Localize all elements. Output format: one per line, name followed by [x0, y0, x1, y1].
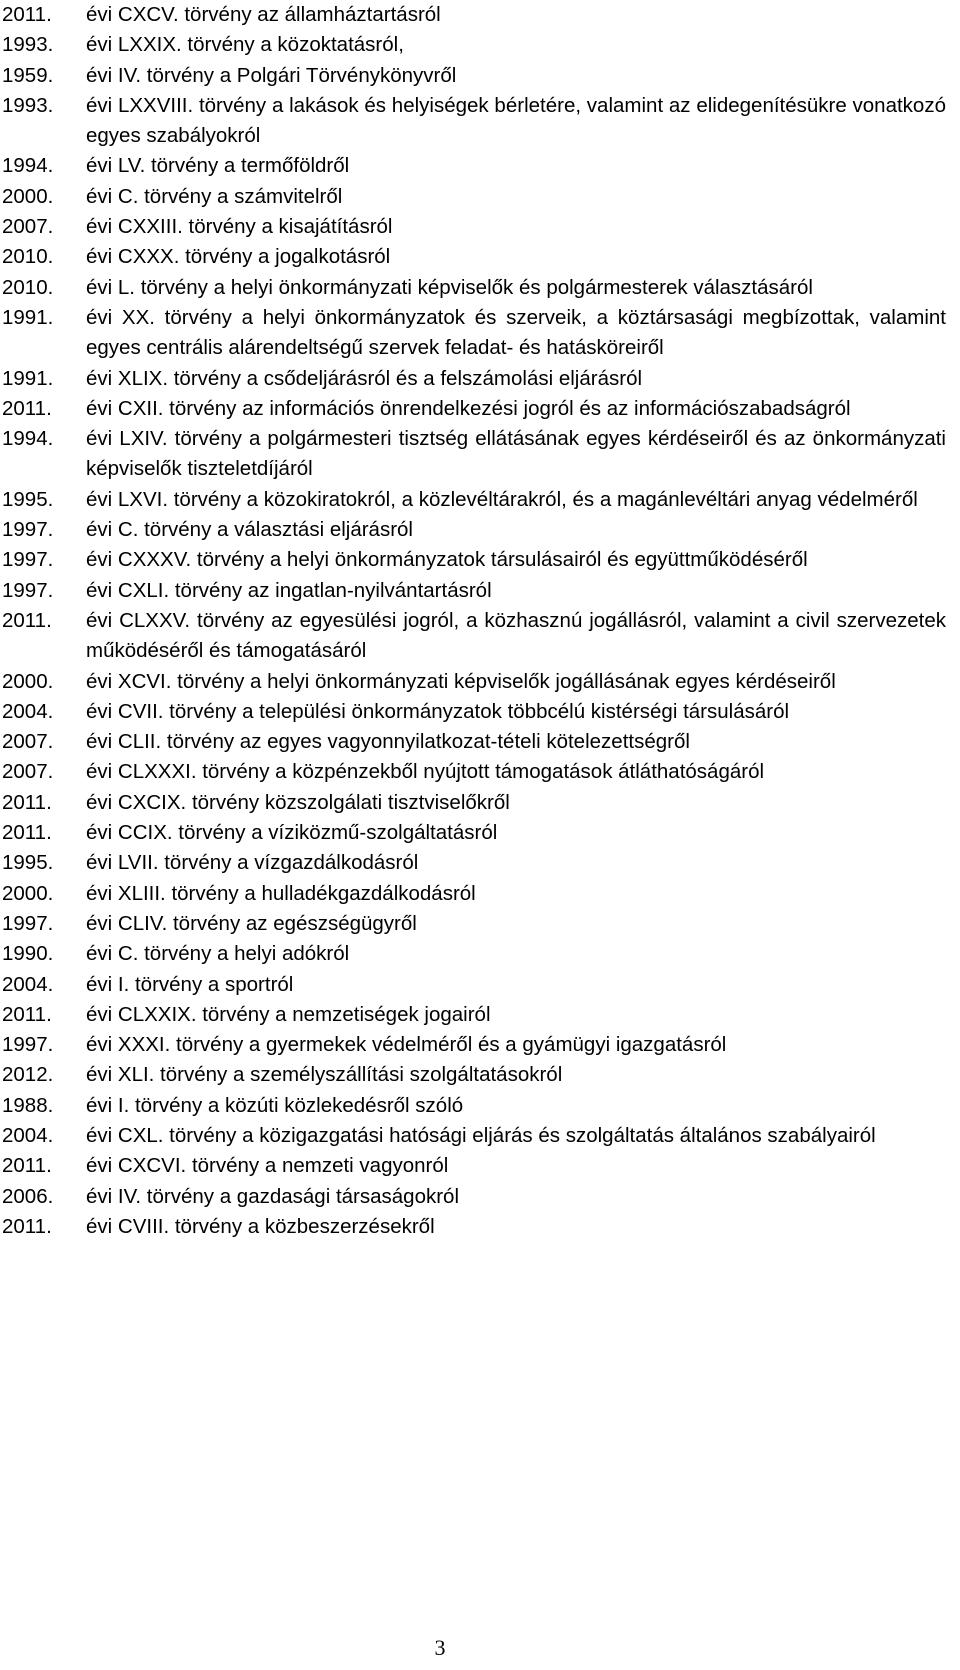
law-entry	[2, 545, 946, 575]
law-year: 2000.	[2, 184, 54, 208]
law-title: évi C. törvény a számvitelről	[86, 184, 343, 208]
law-title: évi IV. törvény a gazdasági társaságokról	[86, 1184, 460, 1208]
law-entry	[2, 697, 946, 727]
law-entry	[2, 61, 946, 91]
law-year: 1994.	[2, 427, 54, 451]
law-entry	[2, 1060, 946, 1090]
law-title: évi CXL. törvény a közigazgatási hatósági eljárás és szolgáltatás általános szabályairól	[86, 1123, 876, 1147]
law-year: 2012.	[2, 1063, 54, 1087]
law-entry	[2, 273, 946, 303]
law-title: évi LVII. törvény a vízgazdálkodásról	[86, 851, 419, 875]
law-entry	[2, 182, 946, 212]
law-entry	[2, 667, 946, 697]
law-title: évi LXIV. törvény a polgármesteri tisztség ellátásának egyes kérdéseiről és az önkormányzati képviselők tiszteletdíjáról	[86, 427, 946, 481]
law-year: 2010.	[2, 245, 54, 269]
law-title: évi CXXX. törvény a jogalkotásról	[86, 245, 391, 269]
law-entry	[2, 1091, 946, 1121]
law-title: évi CCIX. törvény a víziközmű-szolgáltatásról	[86, 821, 498, 845]
law-entry	[2, 30, 946, 60]
law-title: évi CLXXV. törvény az egyesülési jogról, a közhasznú jogállásról, valamint a civil szervezetek működéséről és támogatásáról	[86, 608, 946, 663]
law-title: évi CXXXV. törvény a helyi önkormányzatok társulásairól és együttműködéséről	[86, 548, 808, 572]
law-entry	[2, 970, 946, 1000]
law-year: 2006.	[2, 1184, 54, 1208]
law-title: évi CVII. törvény a települési önkormányzatok többcélú kistérségi társulásáról	[86, 699, 790, 723]
law-year: 2004.	[2, 972, 54, 996]
law-entry	[2, 151, 946, 181]
law-title: évi XLIX. törvény a csődeljárásról és a felszámolási eljárásról	[86, 366, 643, 390]
law-entry	[2, 757, 946, 787]
law-year: 2010.	[2, 275, 54, 299]
law-year: 2007.	[2, 730, 54, 754]
law-title: évi I. törvény a közúti közlekedésről szóló	[86, 1093, 464, 1117]
law-year: 1995.	[2, 851, 54, 875]
law-entry	[2, 424, 946, 485]
law-title: évi CXXIII. törvény a kisajátításról	[86, 215, 393, 239]
law-entry	[2, 606, 946, 667]
law-title: évi CXCIX. törvény közszolgálati tisztviselőkről	[86, 790, 510, 814]
law-year: 2011.	[2, 1002, 52, 1026]
law-title: évi LXXVIII. törvény a lakások és helyiségek bérletére, valamint az elidegenítésükre vonatkozó egyes szabályokról	[86, 93, 946, 148]
law-year: 2011.	[2, 1154, 52, 1178]
law-year: 1994.	[2, 154, 54, 178]
law-year: 2011.	[2, 790, 52, 814]
law-title: évi CLXXIX. törvény a nemzetiségek jogairól	[86, 1002, 491, 1026]
law-entry	[2, 1030, 946, 1060]
law-entry	[2, 818, 946, 848]
law-entry	[2, 485, 946, 515]
law-title: évi LV. törvény a termőföldről	[86, 154, 350, 178]
law-year: 1995.	[2, 487, 54, 511]
law-title: évi CLIV. törvény az egészségügyről	[86, 911, 417, 935]
law-entry	[2, 879, 946, 909]
law-year: 1993.	[2, 33, 54, 57]
law-year: 2004.	[2, 699, 54, 723]
law-year: 1991.	[2, 366, 54, 390]
law-title: évi C. törvény a választási eljárásról	[86, 518, 413, 542]
law-title: évi CVIII. törvény a közbeszerzésekről	[86, 1214, 435, 1238]
law-year: 1997.	[2, 1033, 54, 1057]
law-year: 2011.	[2, 608, 52, 632]
page-number: 3	[434, 1635, 446, 1660]
law-title: évi CXLI. törvény az ingatlan-nyilvántartásról	[86, 578, 492, 602]
law-year: 2007.	[2, 760, 54, 784]
law-title: évi XLIII. törvény a hulladékgazdálkodásról	[86, 881, 476, 905]
law-year: 1997.	[2, 578, 54, 602]
law-entry	[2, 909, 946, 939]
law-year: 1990.	[2, 942, 54, 966]
law-year: 2007.	[2, 215, 54, 239]
law-entry	[2, 848, 946, 878]
law-title: évi XXXI. törvény a gyermekek védelméről és a gyámügyi igazgatásról	[86, 1033, 727, 1057]
law-year: 2011.	[2, 3, 52, 26]
law-year: 2000.	[2, 669, 54, 693]
law-year: 1997.	[2, 911, 54, 935]
law-year: 2011.	[2, 1214, 52, 1238]
law-entry	[2, 0, 946, 30]
law-title: évi XX. törvény a helyi önkormányzatok és szerveik, a köztársasági megbízottak, valamint egyes centrális alárendeltségű szervek feladat- és hatásköreiről	[86, 305, 946, 360]
law-year: 1997.	[2, 548, 54, 572]
law-year: 2011.	[2, 396, 52, 420]
law-year: 1991.	[2, 305, 54, 329]
law-entry	[2, 788, 946, 818]
law-entry	[2, 303, 946, 364]
law-entry	[2, 1212, 946, 1242]
law-entry	[2, 394, 946, 424]
law-year: 1997.	[2, 518, 54, 542]
law-entry	[2, 242, 946, 272]
law-title: évi L. törvény a helyi önkormányzati képviselők és polgármesterek választásáról	[86, 275, 813, 299]
law-title: évi IV. törvény a Polgári Törvénykönyvről	[86, 63, 457, 87]
law-title: évi XCVI. törvény a helyi önkormányzati képviselők jogállásának egyes kérdéseiről	[86, 669, 836, 693]
law-year: 1959.	[2, 63, 54, 87]
law-entry	[2, 1182, 946, 1212]
law-entry	[2, 576, 946, 606]
law-year: 2004.	[2, 1123, 54, 1147]
law-entry	[2, 1000, 946, 1030]
law-entry	[2, 364, 946, 394]
law-year: 2011.	[2, 821, 52, 845]
law-title: évi XLI. törvény a személyszállítási szolgáltatásokról	[86, 1063, 563, 1087]
law-title: évi CXCVI. törvény a nemzeti vagyonról	[86, 1154, 449, 1178]
law-year: 2000.	[2, 881, 54, 905]
law-title: évi CLXXXI. törvény a közpénzekből nyújtott támogatások átláthatóságáról	[86, 760, 765, 784]
law-title: évi LXXIX. törvény a közoktatásról,	[86, 33, 404, 57]
law-entry	[2, 91, 946, 152]
law-year: 1988.	[2, 1093, 54, 1117]
law-title: évi I. törvény a sportról	[86, 972, 294, 996]
law-list	[2, 0, 946, 1242]
law-entry	[2, 1151, 946, 1181]
law-title: évi CXII. törvény az információs önrendelkezési jogról és az információszabadságról	[86, 396, 851, 420]
law-entry	[2, 939, 946, 969]
law-entry	[2, 515, 946, 545]
law-year: 1993.	[2, 93, 54, 117]
law-entry	[2, 727, 946, 757]
law-title: évi C. törvény a helyi adókról	[86, 942, 350, 966]
law-entry	[2, 1121, 946, 1151]
law-entry	[2, 212, 946, 242]
law-title: évi CLII. törvény az egyes vagyonnyilatkozat-tételi kötelezettségről	[86, 730, 690, 754]
law-title: évi LXVI. törvény a közokiratokról, a közlevéltárakról, és a magánlevéltári anyag védelméről	[86, 487, 918, 511]
law-title: évi CXCV. törvény az államháztartásról	[86, 3, 441, 26]
